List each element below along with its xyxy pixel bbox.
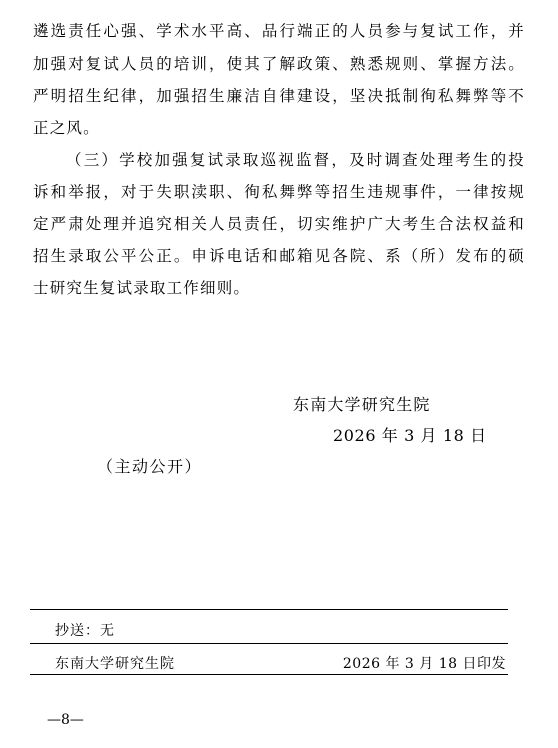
paragraph-line: 严明招生纪律，加强招生廉洁自律建设，坚决抵制徇私舞弊等不 — [33, 87, 525, 105]
paragraph-line: 加强对复试人员的培训，使其了解政策、熟悉规则、掌握方法。 — [33, 55, 525, 73]
cc-line: 抄送：无 — [55, 623, 115, 639]
page-number: —8— — [47, 712, 84, 728]
paragraph-line: 招生录取公平公正。申诉电话和邮箱见各院、系（所）发布的硕 — [33, 247, 525, 265]
footer-bottom-rule — [30, 674, 508, 675]
footer-middle-rule — [30, 643, 508, 644]
paragraph-line: 正之风。 — [33, 119, 100, 137]
signature-date: 2026 年 3 月 18 日 — [333, 426, 487, 445]
paragraph-line: 诉和举报，对于失职渎职、徇私舞弊等招生违规事件，一律按规 — [33, 183, 525, 201]
paragraph-line: 遴选责任心强、学术水平高、品行端正的人员参与复试工作，并 — [33, 22, 525, 40]
paragraph-line: 定严肃处理并追究相关人员责任，切实维护广大考生合法权益和 — [33, 215, 525, 233]
paragraph-line: （三）学校加强复试录取巡视监督，及时调查处理考生的投 — [66, 151, 525, 169]
paragraph-line: 士研究生复试录取工作细则。 — [33, 279, 251, 297]
issue-date: 2026 年 3 月 18 日印发 — [342, 656, 506, 672]
signature-organization: 东南大学研究生院 — [293, 395, 431, 414]
issuer-name: 东南大学研究生院 — [55, 656, 175, 672]
footer-top-rule — [30, 609, 508, 610]
disclosure-label: （主动公开） — [97, 457, 203, 476]
